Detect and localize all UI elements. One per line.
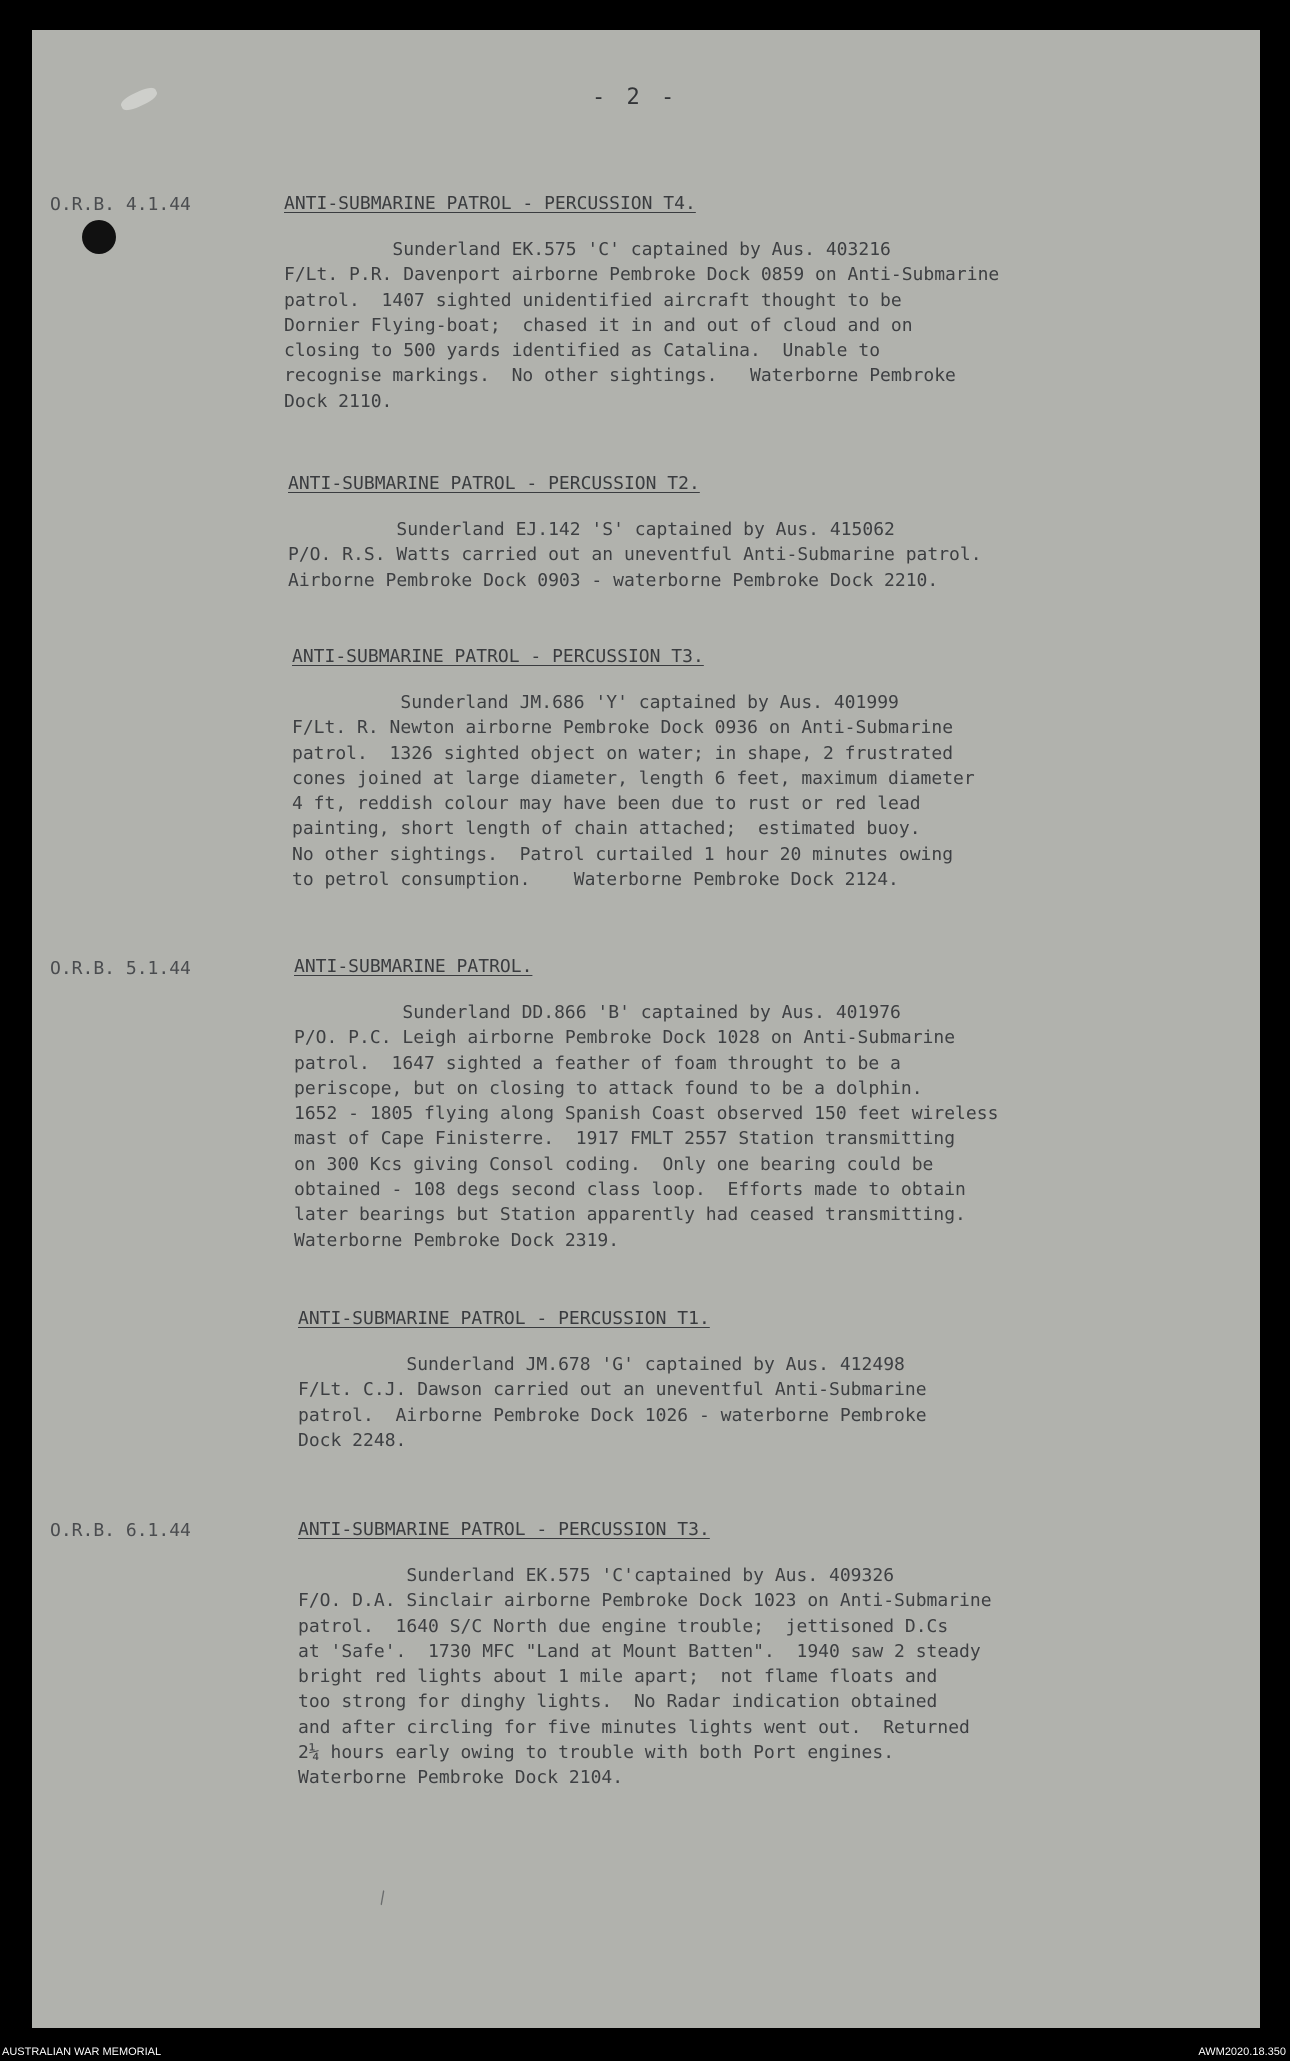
entry-heading-5: ANTI-SUBMARINE PATROL - PERCUSSION T1. (298, 1308, 710, 1329)
orb-date-2: O.R.B. 5.1.44 (50, 958, 191, 979)
entry-heading-3: ANTI-SUBMARINE PATROL - PERCUSSION T3. (292, 646, 704, 667)
entry-heading-1: ANTI-SUBMARINE PATROL - PERCUSSION T4. (284, 193, 696, 214)
entry-body-5: Sunderland JM.678 'G' captained by Aus. 412498 F/Lt. C.J. Dawson carried out an uneventful Anti-Submarine patrol. Airborne Pembroke Dock 1026 - waterborne Pembroke Dock 2248. (298, 1354, 927, 1451)
punch-hole (82, 220, 116, 254)
footer-archive-name: AUSTRALIAN WAR MEMORIAL (2, 2046, 162, 2058)
paper-smudge (119, 85, 159, 114)
entry-heading-4: ANTI-SUBMARINE PATROL. (294, 956, 533, 977)
document-page (32, 30, 1260, 2028)
entry-body-3: Sunderland JM.686 'Y' captained by Aus. 401999 F/Lt. R. Newton airborne Pembroke Dock 0936 on Anti-Submarine patrol. 1326 sighted object on water; in shape, 2 frustrated cones joined at large diameter, length 6 feet, maximum diameter 4 ft, reddish colour may have been due to rust or red lead painting, short length of chain attached; estimated buoy. No other sightings. Patrol curtailed 1 hour 20 minutes owing to petrol consumption. Waterborne Pembroke Dock 2124. (292, 692, 975, 891)
page-number: - 2 - (592, 85, 679, 110)
pencil-mark: \ (373, 1886, 393, 1909)
orb-date-3: O.R.B. 6.1.44 (50, 1520, 191, 1541)
footer-catalogue-number: AWM2020.18.350 (1198, 2046, 1286, 2058)
entry-body-1: Sunderland EK.575 'C' captained by Aus. 403216 F/Lt. P.R. Davenport airborne Pembroke Dock 0859 on Anti-Submarine patrol. 1407 sighted unidentified aircraft thought to be Dornier Flying-boat; chased it in and out of cloud and on closing to 500 yards identified as Catalina. Unable to recognise markings. No other sightings. Waterborne Pembroke Dock 2110. (284, 239, 1000, 412)
entry-heading-6: ANTI-SUBMARINE PATROL - PERCUSSION T3. (298, 1519, 710, 1540)
entry-body-6: Sunderland EK.575 'C'captained by Aus. 409326 F/O. D.A. Sinclair airborne Pembroke Dock 1023 on Anti-Submarine patrol. 1640 S/C North due engine trouble; jettisoned D.Cs at 'Safe'. 1730 MFC "Land at Mount Batten". 1940 saw 2 steady bright red lights about 1 mile apart; not flame floats and too strong for dinghy lights. No Radar indication obtained and after circling for five minutes lights went out. Returned 2¼ hours early owing to trouble with both Port engines. Waterborne Pembroke Dock 2104. (298, 1565, 992, 1789)
entry-body-4: Sunderland DD.866 'B' captained by Aus. 401976 P/O. P.C. Leigh airborne Pembroke Dock 1028 on Anti-Submarine patrol. 1647 sighted a feather of foam throught to be a periscope, but on closing to attack found to be a dolphin. 1652 - 1805 flying along Spanish Coast observed 150 feet wireless mast of Cape Finisterre. 1917 FMLT 2557 Station transmitting on 300 Kcs giving Consol coding. Only one bearing could be obtained - 108 degs second class loop. Efforts made to obtain later bearings but Station apparently had ceased transmitting. Waterborne Pembroke Dock 2319. (294, 1002, 999, 1251)
entry-heading-2: ANTI-SUBMARINE PATROL - PERCUSSION T2. (288, 473, 700, 494)
entry-body-2: Sunderland EJ.142 'S' captained by Aus. 415062 P/O. R.S. Watts carried out an uneventful Anti-Submarine patrol. Airborne Pembroke Dock 0903 - waterborne Pembroke Dock 2210. (288, 519, 982, 591)
orb-date-1: O.R.B. 4.1.44 (50, 194, 191, 215)
